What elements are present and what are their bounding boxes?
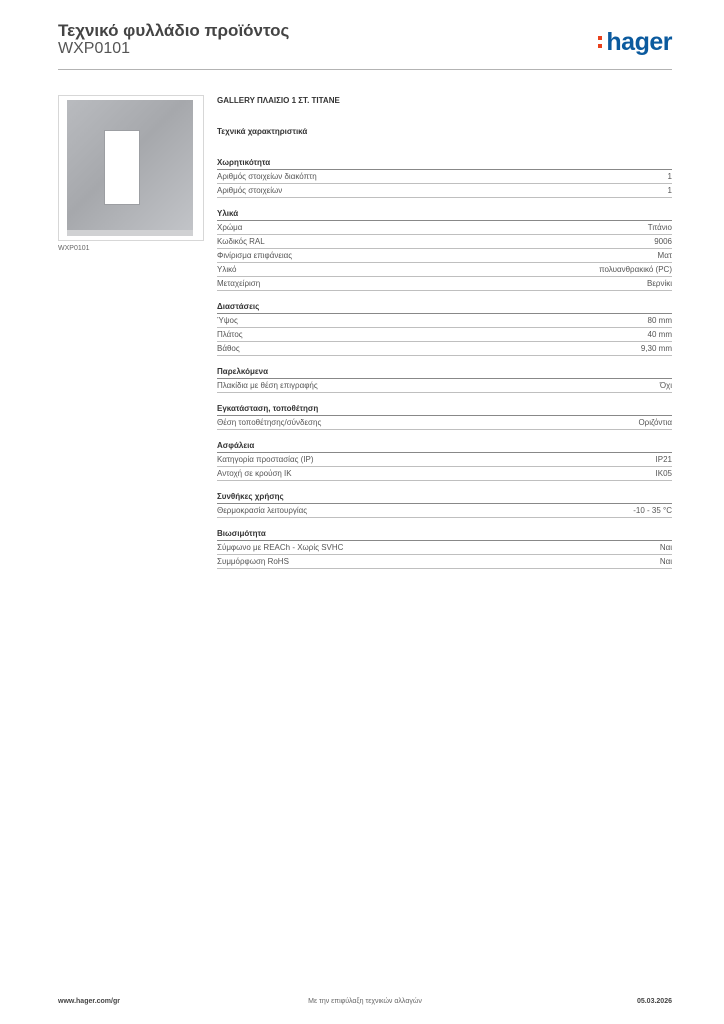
spec-row	[217, 379, 672, 393]
spec-value: 9006	[654, 237, 672, 246]
spec-label: Ύψος	[217, 316, 238, 325]
spec-value: Ναι	[659, 543, 672, 552]
product-image	[58, 95, 204, 241]
spec-label: Μεταχείριση	[217, 279, 261, 288]
spec-group-title: Υλικά	[217, 208, 672, 221]
spec-group	[217, 301, 672, 356]
spec-row	[217, 504, 672, 518]
spec-label: Αριθμός στοιχείων	[217, 186, 283, 195]
spec-row	[217, 221, 672, 235]
spec-label: Βάθος	[217, 344, 240, 353]
spec-group	[217, 491, 672, 518]
spec-row	[217, 170, 672, 184]
spec-value: IP21	[655, 455, 672, 464]
spec-value: Ματ	[657, 251, 672, 260]
spec-group-title: Χωρητικότητα	[217, 157, 672, 170]
spec-value: IK05	[655, 469, 672, 478]
logo-text: hager	[606, 28, 672, 56]
spec-row	[217, 184, 672, 198]
document-title: Τεχνικό φυλλάδιο προϊόντος	[58, 21, 290, 40]
spec-group-title: Συνθήκες χρήσης	[217, 491, 672, 504]
frame-plate-image	[67, 100, 193, 236]
spec-label: Θέση τοποθέτησης/σύνδεσης	[217, 418, 322, 427]
spec-value: 1	[667, 172, 672, 181]
spec-label: Αντοχή σε κρούση IK	[217, 469, 292, 478]
spec-value: 40 mm	[647, 330, 672, 339]
spec-value: Τιτάνιο	[647, 223, 672, 232]
spec-group	[217, 366, 672, 393]
spec-row	[217, 235, 672, 249]
spec-value: 80 mm	[647, 316, 672, 325]
spec-group-title: Εγκατάσταση, τοποθέτηση	[217, 403, 672, 416]
logo-dots-icon	[598, 36, 602, 50]
spec-row	[217, 328, 672, 342]
product-name: GALLERY ΠΛΑΙΣΙΟ 1 ΣΤ. ΤΙΤΑΝΕ	[217, 96, 340, 105]
spec-label: Πλακίδια με θέση επιγραφής	[217, 381, 318, 390]
spec-row	[217, 342, 672, 356]
spec-label: Υλικό	[217, 265, 237, 274]
spec-group	[217, 403, 672, 430]
spec-label: Φινίρισμα επιφάνειας	[217, 251, 293, 260]
plate-opening	[104, 130, 140, 205]
hager-logo	[606, 28, 672, 57]
spec-value: Όχι	[659, 381, 672, 390]
spec-groups	[217, 157, 672, 569]
spec-row	[217, 555, 672, 569]
spec-value: Οριζόντια	[638, 418, 672, 427]
spec-group-title: Παρελκόμενα	[217, 366, 672, 379]
spec-row	[217, 467, 672, 481]
spec-row	[217, 277, 672, 291]
spec-label: Συμμόρφωση RoHS	[217, 557, 289, 566]
footer-date: 05.03.2026	[636, 998, 672, 1005]
spec-row	[217, 249, 672, 263]
spec-row	[217, 453, 672, 467]
spec-label: Κατηγορία προστασίας (IP)	[217, 455, 314, 464]
spec-heading: Τεχνικά χαρακτηριστικά	[217, 127, 308, 136]
spec-row	[217, 416, 672, 430]
spec-row	[217, 314, 672, 328]
spec-value: Ναι	[659, 557, 672, 566]
spec-value: 1	[667, 186, 672, 195]
spec-content	[217, 96, 672, 579]
spec-group-title: Διαστάσεις	[217, 301, 672, 314]
image-caption: WXP0101	[58, 245, 90, 252]
spec-value: 9,30 mm	[640, 344, 672, 353]
footer-disclaimer: Με την επιφύλαξη τεχνικών αλλαγών	[308, 998, 422, 1005]
spec-row	[217, 541, 672, 555]
page-header	[58, 21, 672, 70]
spec-group	[217, 528, 672, 569]
spec-row	[217, 263, 672, 277]
spec-label: Θερμοκρασία λειτουργίας	[217, 506, 308, 515]
spec-group	[217, 157, 672, 198]
spec-value: Βερνίκι	[646, 279, 672, 288]
spec-label: Σύμφωνο με REACh - Χωρίς SVHC	[217, 543, 344, 552]
spec-group	[217, 208, 672, 291]
product-code: WXP0101	[58, 40, 131, 57]
spec-group-title: Βιωσιμότητα	[217, 528, 672, 541]
footer-website-link[interactable]: www.hager.com/gr	[58, 998, 120, 1005]
spec-group-title: Ασφάλεια	[217, 440, 672, 453]
spec-label: Αριθμός στοιχείων διακόπτη	[217, 172, 317, 181]
spec-value: -10 - 35 °C	[633, 506, 672, 515]
spec-label: Κωδικός RAL	[217, 237, 265, 246]
spec-label: Χρώμα	[217, 223, 243, 232]
spec-group	[217, 440, 672, 481]
spec-label: Πλάτος	[217, 330, 243, 339]
spec-value: πολυανθρακικό (PC)	[599, 265, 672, 274]
